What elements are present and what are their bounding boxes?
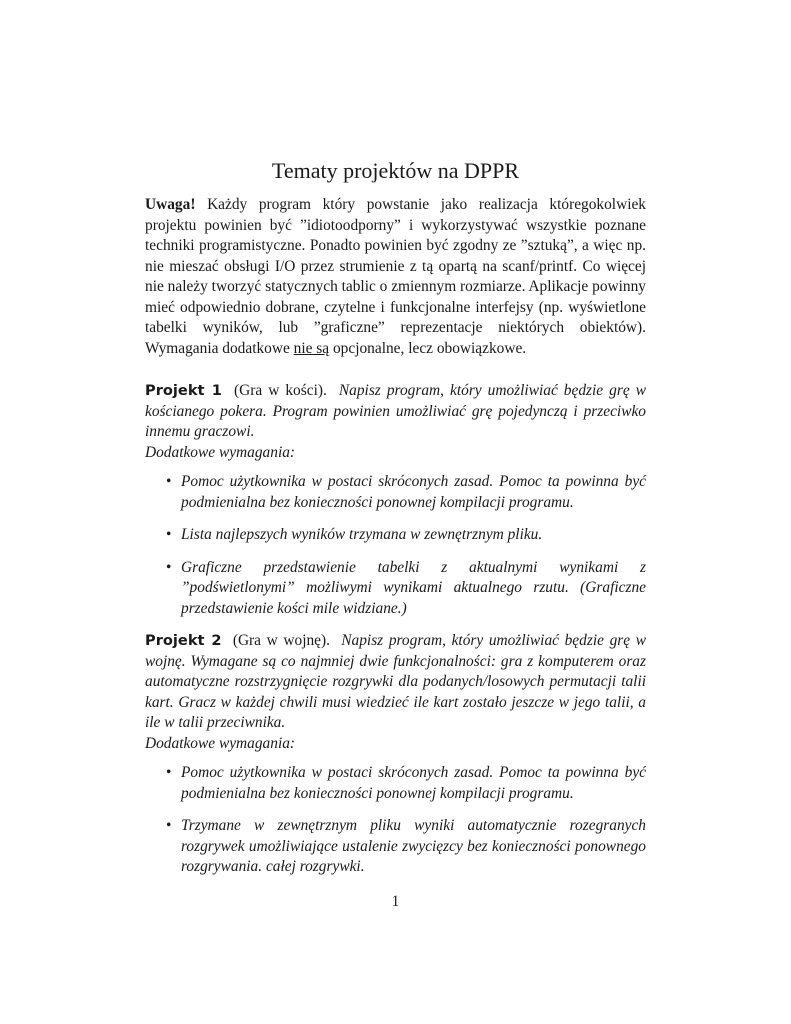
project-1-intro bbox=[145, 381, 646, 443]
project-2 bbox=[145, 631, 646, 878]
project-1-description: Napisz program, który umożliwiać będzie grę w kościanego pokera. Program powinien umożliwiać grę pojedynczą i przeciwko innemu graczowi. bbox=[145, 382, 646, 440]
notice-paragraph bbox=[145, 195, 646, 359]
document-page bbox=[145, 156, 646, 890]
project-2-extra-label: Dodatkowe wymagania: bbox=[145, 734, 296, 752]
list-item bbox=[166, 558, 646, 620]
project-1-heading: Projekt 1 bbox=[145, 382, 222, 399]
project-1 bbox=[145, 381, 646, 619]
list-item bbox=[166, 472, 646, 513]
notice-text-end: opcjonalne, lecz obowiązkowe. bbox=[329, 339, 527, 357]
project-2-description: Napisz program, który umożliwiać będzie grę w wojnę. Wymagane są co najmniej dwie funkcjonalności: gra z komputerem oraz automatyczne rozstrzygnięcie rozgrywki dla podanych/losowych permutacji talii kart. Gracz w każdej chwili musi wiedzieć ile kart zostało jeszcze w jego talii, a ile w talii przeciwnika. bbox=[145, 632, 646, 731]
page-title: Tematy projektów na DPPR bbox=[271, 158, 520, 183]
project-2-heading: Projekt 2 bbox=[145, 632, 222, 649]
requirement-text: Graficzne przedstawienie tabelki z aktualnymi wynikami z ”podświetlonymi” możliwymi wynikami aktualnego rzutu. (Graficzne przedstawienie kości mile widziane.) bbox=[181, 558, 646, 617]
requirement-text: Lista najlepszych wyników trzymana w zewnętrznym pliku. bbox=[181, 526, 543, 543]
project-2-requirements bbox=[145, 763, 646, 878]
bullet-icon: • bbox=[166, 558, 172, 576]
bullet-icon: • bbox=[166, 473, 172, 490]
list-item bbox=[166, 816, 646, 878]
requirement-text: Pomoc użytkownika w postaci skróconych zasad. Pomoc ta powinna być podmienialna bez konieczności ponownej kompilacji programu. bbox=[181, 473, 646, 511]
bullet-icon: • bbox=[166, 764, 172, 781]
bullet-icon: • bbox=[166, 526, 172, 543]
requirement-text: Trzymane w zewnętrznym pliku wyniki automatycznie rozegranych rozgrywek umożliwiające ustalenie zwycięzcy bez konieczności ponownego rozgrywania. całej rozgrywki. bbox=[181, 817, 646, 875]
bullet-icon: • bbox=[166, 817, 172, 834]
notice-underlined: nie są bbox=[293, 339, 330, 357]
project-1-subject: (Gra w kości). bbox=[233, 382, 327, 399]
notice-lead: Uwaga! bbox=[145, 196, 196, 213]
project-2-intro bbox=[145, 631, 646, 734]
notice-text: Każdy program który powstanie jako realizacja któregokolwiek projektu powinien być ”idiotoodporny” i wykorzystywać wszystkie poznane techniki programistyczne. Ponadto powinien być zgodny ze ”sztuką”, a więc np. nie mieszać obsługi I/O przez strumienie z tą opartą na scanf/printf. Co więcej nie należy tworzyć statycznych tablic o zmiennym rozmiarze. Aplikacje powinny mieć odpowiednio dobrane, czytelne i funkcjonalne interfejsy (np. wyświetlone tabelki wyników, lub ”graficzne” reprezentacje niektórych obiektów). Wymagania dodatkowe bbox=[145, 196, 646, 357]
project-2-subject: (Gra w wojnę). bbox=[232, 632, 330, 649]
requirement-text: Pomoc użytkownika w postaci skróconych zasad. Pomoc ta powinna być podmienialna bez konieczności ponownej kompilacji programu. bbox=[181, 764, 646, 802]
list-item bbox=[166, 525, 646, 546]
page-number: 1 bbox=[391, 893, 400, 910]
project-1-requirements bbox=[145, 472, 646, 619]
project-1-extra-label: Dodatkowe wymagania: bbox=[145, 443, 296, 461]
list-item bbox=[166, 763, 646, 804]
